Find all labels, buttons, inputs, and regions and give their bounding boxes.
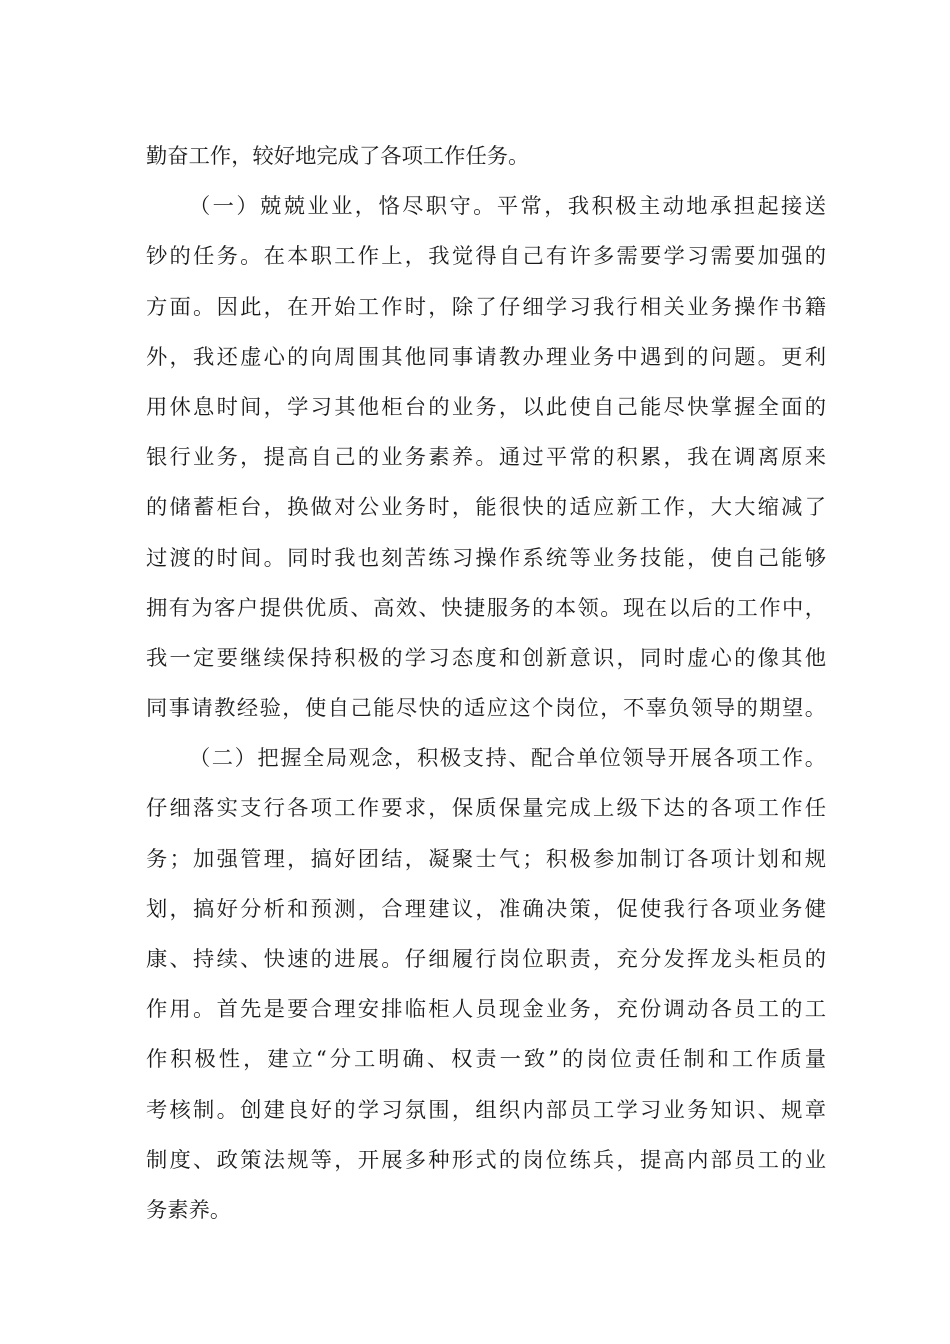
text-line: 勤奋工作，较好地完成了各项工作任务。 xyxy=(146,144,530,169)
text-line: 同事请教经验，使自己能尽快的适应这个岗位，不辜负领导的期望。 xyxy=(146,696,826,722)
text-line: 外，我还虚心的向周围其他同事请教办理业务中遇到的问题。更利 xyxy=(146,344,826,370)
text-line: 考核制。创建良好的学习氛围，组织内部员工学习业务知识、规章 xyxy=(146,1097,826,1123)
text-line: 用休息时间，学习其他柜台的业务，以此使自己能尽快掌握全面的 xyxy=(146,394,826,420)
text-line: 务；加强管理，搞好团结，凝聚士气；积极参加制订各项计划和规 xyxy=(146,846,826,872)
text-line: 过渡的时间。同时我也刻苦练习操作系统等业务技能，使自己能够 xyxy=(146,545,826,571)
text-line: 银行业务，提高自己的业务素养。通过平常的积累，我在调离原来 xyxy=(146,445,826,471)
text-line: 钞的任务。在本职工作上，我觉得自己有许多需要学习需要加强的 xyxy=(146,244,826,270)
text-line: 作积极性，建立“分工明确、权责一致”的岗位责任制和工作质量 xyxy=(146,1047,826,1073)
text-line: 制度、政策法规等，开展多种形式的岗位练兵，提高内部员工的业 xyxy=(146,1147,826,1173)
text-line: 康、持续、快速的进展。仔细履行岗位职责，充分发挥龙头柜员的 xyxy=(146,947,826,972)
text-line: 拥有为客户提供优质、高效、快捷服务的本领。现在以后的工作中， xyxy=(146,595,826,621)
text-line: 务素养。 xyxy=(146,1197,232,1223)
body-text xyxy=(146,132,826,1236)
paragraph-start-line: （一）兢兢业业，恪尽职守。平常，我积极主动地承担起接送 xyxy=(189,194,826,220)
text-line: 作用。首先是要合理安排临柜人员现金业务，充份调动各员工的工 xyxy=(146,997,826,1023)
text-line: 方面。因此，在开始工作时，除了仔细学习我行相关业务操作书籍 xyxy=(146,294,826,320)
text-line: 划，搞好分析和预测，合理建议，准确决策，促使我行各项业务健 xyxy=(146,896,826,922)
text-line: 的储蓄柜台，换做对公业务时，能很快的适应新工作，大大缩减了 xyxy=(146,495,826,521)
text-line: 我一定要继续保持积极的学习态度和创新意识，同时虚心的像其他 xyxy=(146,645,826,671)
paragraph-start-line: （二）把握全局观念，积极支持、配合单位领导开展各项工作。 xyxy=(189,746,826,772)
text-line: 仔细落实支行各项工作要求，保质保量完成上级下达的各项工作任 xyxy=(146,796,826,822)
